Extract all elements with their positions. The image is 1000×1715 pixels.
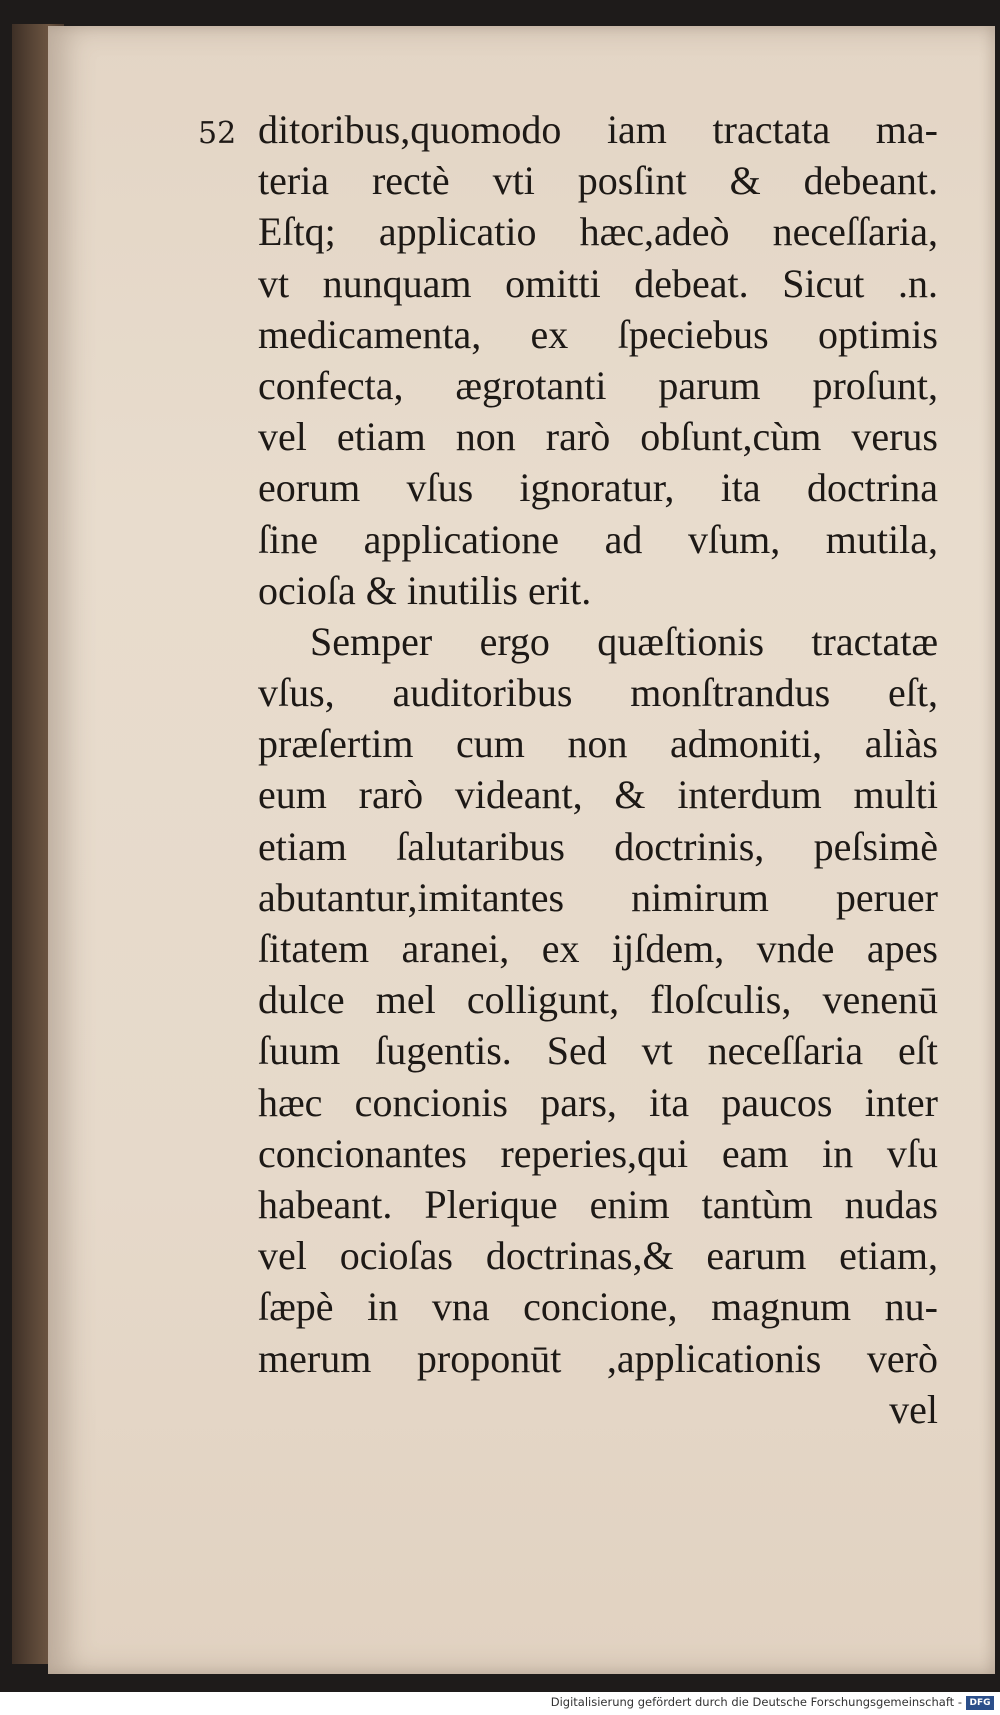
text-line: merum proponūt ,applicationis verò <box>258 1335 938 1381</box>
text-line: abutantur,imitantes nimirum peruer <box>258 874 938 920</box>
text-line: vt nunquam omitti debeat. Sicut .n. <box>258 260 938 306</box>
footer-bar <box>0 1692 1000 1715</box>
text-line: ditoribus,quomodo iam tractata ma- <box>258 107 938 152</box>
text-line: vſus, auditoribus monſtrandus eſt, <box>258 670 938 716</box>
text-line: etiam ſalutaribus doctrinis, peſsimè <box>258 823 938 869</box>
funding-credit: Digitalisierung gefördert durch die Deutsche Forschungsgemeinschaft - <box>550 1695 962 1709</box>
page-number: 52 <box>198 116 237 151</box>
text-line: eorum vſus ignoratur, ita doctrina <box>258 465 938 511</box>
text-line: Eſtq; applicatio hæc,adeò neceſſaria, <box>258 209 938 255</box>
text-line: habeant. Plerique enim tantùm nudas <box>258 1181 938 1227</box>
dfg-logo: DFG <box>966 1696 994 1710</box>
text-line: ſuum ſugentis. Sed vt neceſſaria eſt <box>258 1028 938 1074</box>
text-line: eum rarò videant, & interdum multi <box>258 772 938 818</box>
text-line: dulce mel colligunt, floſculis, venenū <box>258 977 938 1023</box>
text-line: confecta, ægrotanti parum proſunt, <box>258 362 938 408</box>
text-line: medicamenta, ex ſpeciebus optimis <box>258 311 938 357</box>
text-line: concionantes reperies,qui eam in vſu <box>258 1130 938 1176</box>
text-line: ocioſa & inutilis erit. <box>258 567 592 613</box>
text-line: præſertim cum non admoniti, aliàs <box>258 721 938 767</box>
text-line: ſitatem aranei, ex ijſdem, vnde apes <box>258 926 938 971</box>
text-line: ſæpè in vna concione, magnum nu- <box>258 1284 938 1330</box>
text-line: hæc concionis pars, ita paucos inter <box>258 1079 938 1125</box>
text-line: vel etiam non rarò obſunt,cùm verus <box>258 414 938 460</box>
catchword: vel <box>889 1386 938 1432</box>
page-text <box>258 104 938 1435</box>
text-line: Semper ergo quæſtionis tractatæ <box>310 618 938 664</box>
text-line: vel ocioſas doctrinas,& earum etiam, <box>258 1233 938 1279</box>
text-line: ſine applicatione ad vſum, mutila, <box>258 516 938 562</box>
text-line: teria rectè vti posſint & debeant. <box>258 158 938 204</box>
